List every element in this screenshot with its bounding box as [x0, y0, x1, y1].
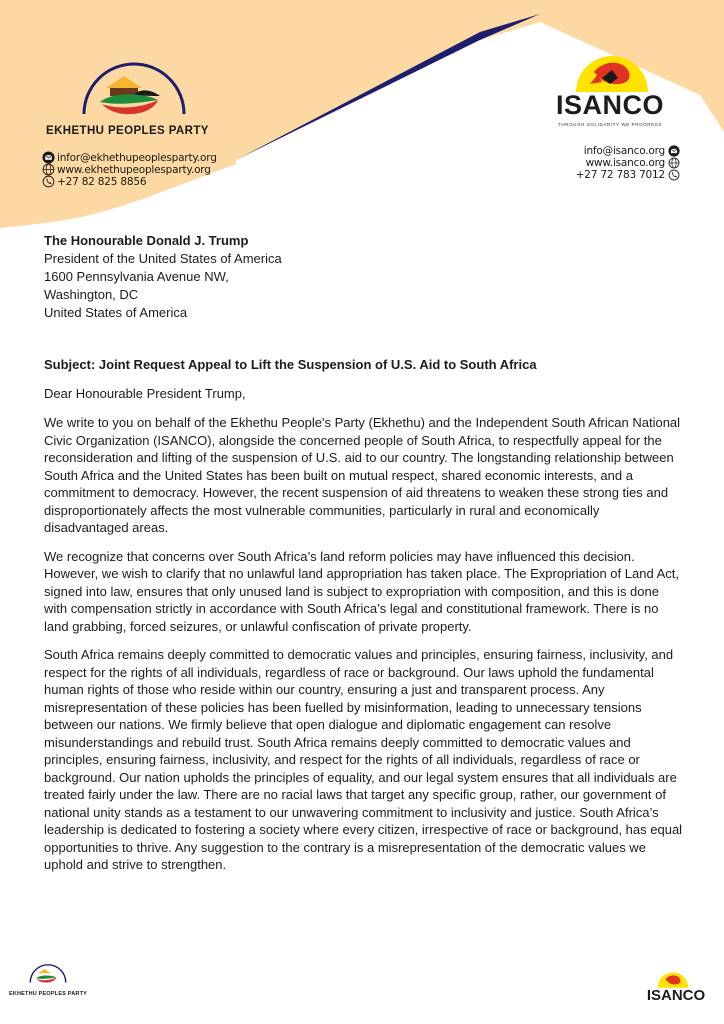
footer-isanco-name: ISANCO	[646, 987, 706, 1004]
ekhethu-party-name: EKHETHU PEOPLES PARTY	[46, 125, 209, 137]
addressee-block	[44, 232, 684, 322]
addressee-name: The Honourable Donald J. Trump	[44, 233, 249, 248]
isanco-email	[584, 145, 680, 157]
isanco-wordmark: ISANCO	[555, 90, 664, 120]
isanco-website	[586, 157, 680, 169]
letter-body	[44, 232, 684, 874]
footer-ekhethu	[8, 960, 88, 1000]
isanco-email-text[interactable]: info@isanco.org	[583, 145, 665, 157]
isanco-phone-text[interactable]: +27 72 783 7012	[575, 169, 665, 181]
paragraph-2: We recognize that concerns over South Africa’s land reform policies may have influenced this decision. However, we wish to clarify that no unlawful land appropriation has taken place. The Expropriation of Land Act, signed into law, ensures that only unused land is subject to expropriation with composition, and this is done with compensation strictly in accordance with South Africa’s legal and constitutional framework. There is no land grabbing, forced seizures, or unlawful confiscation of private property.	[44, 548, 679, 634]
ekhethu-phone-text[interactable]: +27 82 825 8856	[57, 175, 147, 188]
email-icon	[668, 145, 680, 157]
salutation: Dear Honourable President Trump,	[44, 386, 246, 401]
phone-icon	[668, 169, 680, 181]
globe-icon	[668, 157, 680, 169]
ekhethu-logo	[72, 58, 196, 122]
ekhethu-email-text[interactable]: infor@ekhethupeoplesparty.org	[57, 151, 217, 164]
ekhethu-website-text[interactable]: www.ekhethupeoplesparty.org	[57, 163, 211, 176]
footer-isanco	[636, 970, 716, 1010]
isanco-website-text[interactable]: www.isanco.org	[585, 157, 665, 169]
addressee-city: Washington, DC	[44, 287, 139, 302]
subject-line: Subject: Joint Request Appeal to Lift the Suspension of U.S. Aid to South Africa	[44, 357, 537, 372]
isanco-tagline: THROUGH SOLIDARITY WE PROGRESS	[558, 122, 662, 127]
ekhethu-footer-logo	[26, 960, 70, 988]
addressee-country: United States of America	[44, 305, 188, 320]
addressee-title: President of the United States of America	[44, 251, 282, 266]
addressee-street: 1600 Pennsylvania Avenue NW,	[44, 269, 229, 284]
isanco-phone	[576, 169, 680, 181]
paragraph-3: South Africa remains deeply committed to democratic values and principles, ensuring fairness, inclusivity, and respect for the rights of all individuals, regardless of race or background. Our laws uphold the fundamental human rights of those who reside within our country, ensuring a just and transparent process. Any misrepresentation of these policies has been fuelled by misinformation, leading to unnecessary tensions between our nations. We firmly believe that open dialogue and diplomatic engagement can resolve misunderstandings and rebuild trust. South Africa remains deeply committed to democratic values and principles, ensuring fairness, inclusivity, and respect for the rights of all individuals, regardless of race or background. Our nation upholds the principles of equality, and our legal system ensures that all individuals are treated fairly under the law. There are no racial laws that target any specific group, rather, our government of national unity stands as a testament to our unwavering commitment to inclusivity and justice. South Africa’s leadership is dedicated to fostering a society where every citizen, irrespective of race or background, has equal opportunities to thrive. Any suggestion to the contrary is a misrepresentation of the democratic values we uphold and strive to strengthen.	[44, 647, 683, 872]
ekhethu-phone	[42, 175, 146, 188]
footer-ekhethu-name: EKHETHU PEOPLES PARTY	[8, 991, 88, 997]
phone-icon	[42, 175, 55, 188]
paragraph-1: We write to you on behalf of the Ekhethu People's Party (Ekhethu) and the Independent South African National Civic Organization (ISANCO), alongside the concerned people of South Africa, to respectfully appeal for the reconsideration and lifting of the suspension of U.S. aid to our country. The longstanding relationship between South Africa and the United States has been built on mutual respect, shared economic interests, and a commitment to democracy. However, the recent suspension of aid threatens to weaken these strong ties and disproportionately affects the most vulnerable communities, particularly in rural and economically disadvantaged areas.	[44, 415, 681, 535]
